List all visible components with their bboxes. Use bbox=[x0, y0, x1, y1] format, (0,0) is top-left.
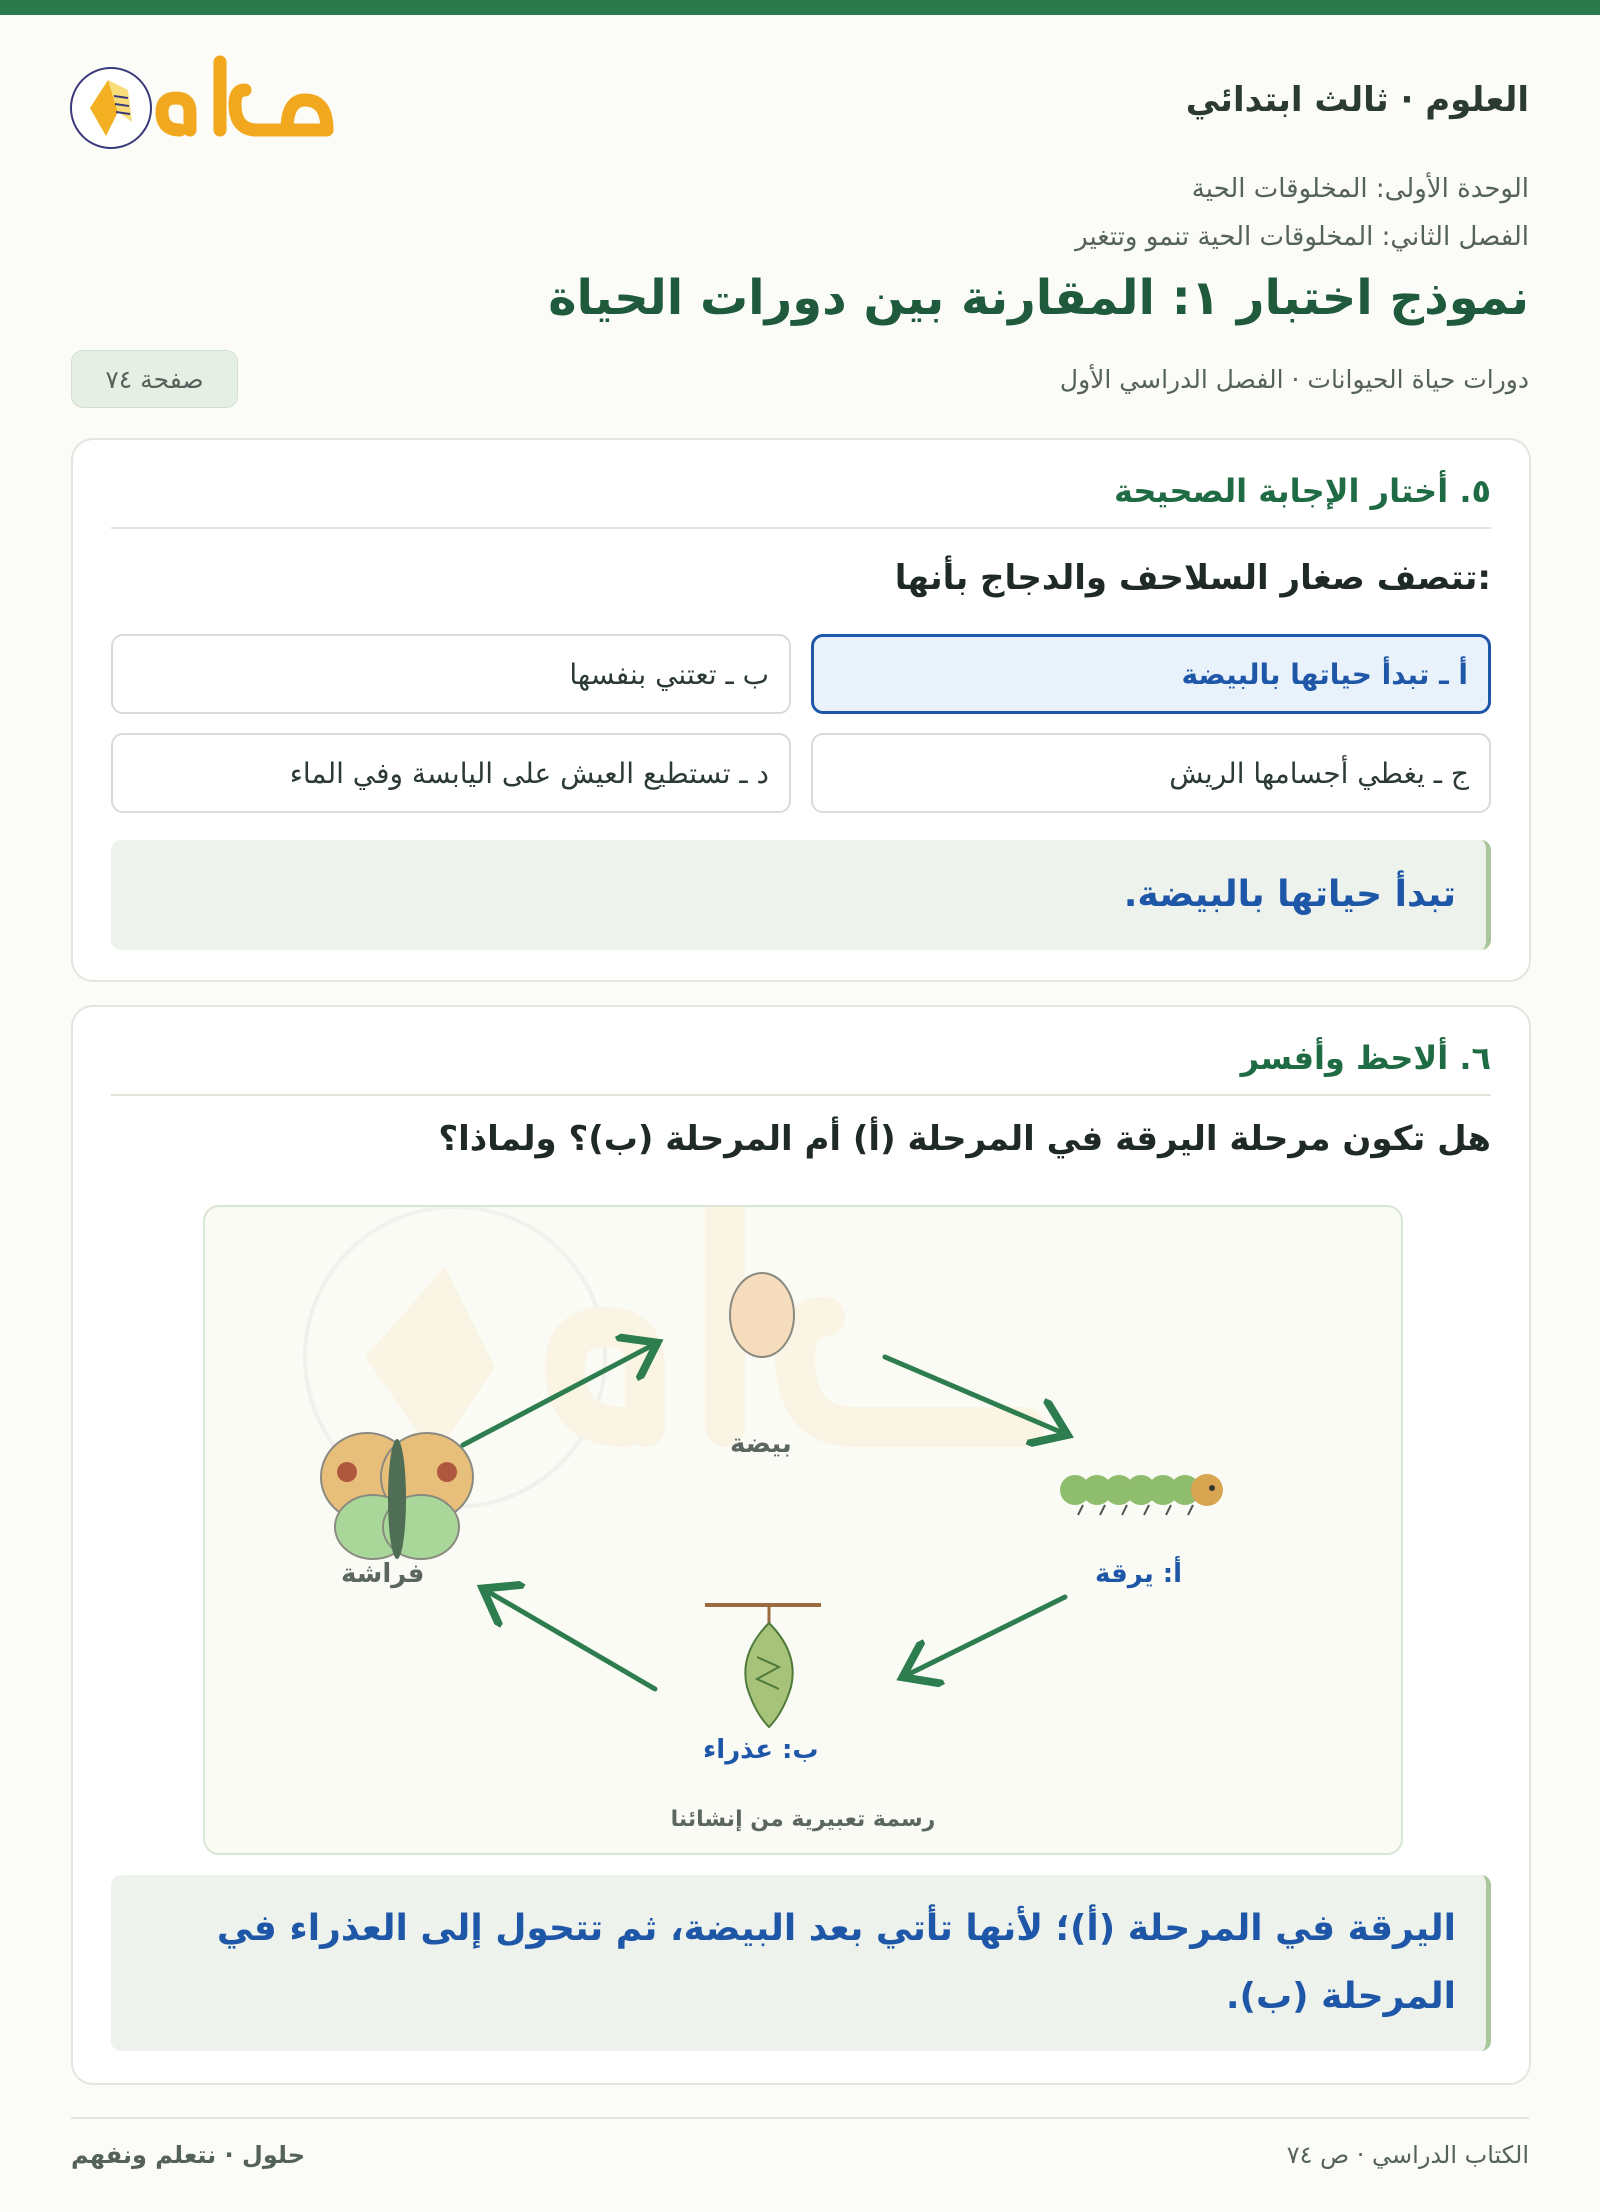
pupa-label: ب: عذراء bbox=[703, 1735, 819, 1765]
question-6-title: ٦. ألاحظ وأفسر bbox=[1240, 1039, 1491, 1077]
footer-brand: حلول · نتعلم ونفهم bbox=[71, 2141, 305, 2169]
question-6-card bbox=[71, 1005, 1531, 2085]
divider bbox=[111, 527, 1491, 529]
question-6-answer: اليرقة في المرحلة (أ)؛ لأنها تأتي بعد البيضة، ثم تتحول إلى العذراء في المرحلة (ب). bbox=[111, 1875, 1491, 2051]
page-title: نموذج اختبار ١: المقارنة بين دورات الحياة bbox=[548, 270, 1529, 326]
question-5-card bbox=[71, 438, 1531, 982]
life-cycle-figure bbox=[203, 1205, 1403, 1855]
question-5-text: تتصف صغار السلاحف والدجاج بأنها: bbox=[894, 558, 1491, 598]
option-c[interactable]: ج ـ يغطي أجسامها الريش bbox=[811, 733, 1491, 813]
lesson-subline: دورات حياة الحيوانات · الفصل الدراسي الأول bbox=[1059, 365, 1529, 394]
logo bbox=[70, 50, 340, 160]
subject-grade: العلوم · ثالث ابتدائي bbox=[1185, 80, 1529, 120]
figure-caption: رسمة تعبيرية من إنشائنا bbox=[670, 1807, 936, 1832]
option-d[interactable]: د ـ تستطيع العيش على اليابسة وفي الماء bbox=[111, 733, 791, 813]
egg-label: بيضة bbox=[730, 1429, 792, 1459]
butterfly-icon bbox=[321, 1433, 473, 1559]
caterpillar-icon bbox=[1060, 1474, 1223, 1515]
arrow-pupa-to-butterfly bbox=[487, 1591, 655, 1689]
page-number-badge: صفحة ٧٤ bbox=[71, 350, 238, 408]
top-accent-bar bbox=[0, 0, 1600, 15]
chapter-label: الفصل الثاني: المخلوقات الحية تنمو وتتغير bbox=[1075, 222, 1529, 252]
footer-divider bbox=[71, 2117, 1529, 2119]
question-5-answer: تبدأ حياتها بالبيضة. bbox=[111, 840, 1491, 950]
chrysalis-icon bbox=[705, 1605, 821, 1727]
question-5-title: ٥. أختار الإجابة الصحيحة bbox=[1113, 472, 1491, 510]
question-6-text: هل تكون مرحلة اليرقة في المرحلة (أ) أم المرحلة (ب)؟ ولماذا؟ bbox=[438, 1119, 1491, 1159]
larva-label: أ: يرقة bbox=[1095, 1559, 1183, 1589]
option-a[interactable]: أ ـ تبدأ حياتها بالبيضة bbox=[811, 634, 1491, 714]
option-b[interactable]: ب ـ تعتني بنفسها bbox=[111, 634, 791, 714]
butterfly-label: فراشة bbox=[341, 1559, 425, 1589]
egg-icon bbox=[730, 1273, 794, 1357]
footer-book-page: الكتاب الدراسي · ص ٧٤ bbox=[1286, 2141, 1529, 2169]
divider bbox=[111, 1094, 1491, 1096]
unit-label: الوحدة الأولى: المخلوقات الحية bbox=[1191, 174, 1529, 204]
arrow-larva-to-pupa bbox=[907, 1597, 1065, 1675]
